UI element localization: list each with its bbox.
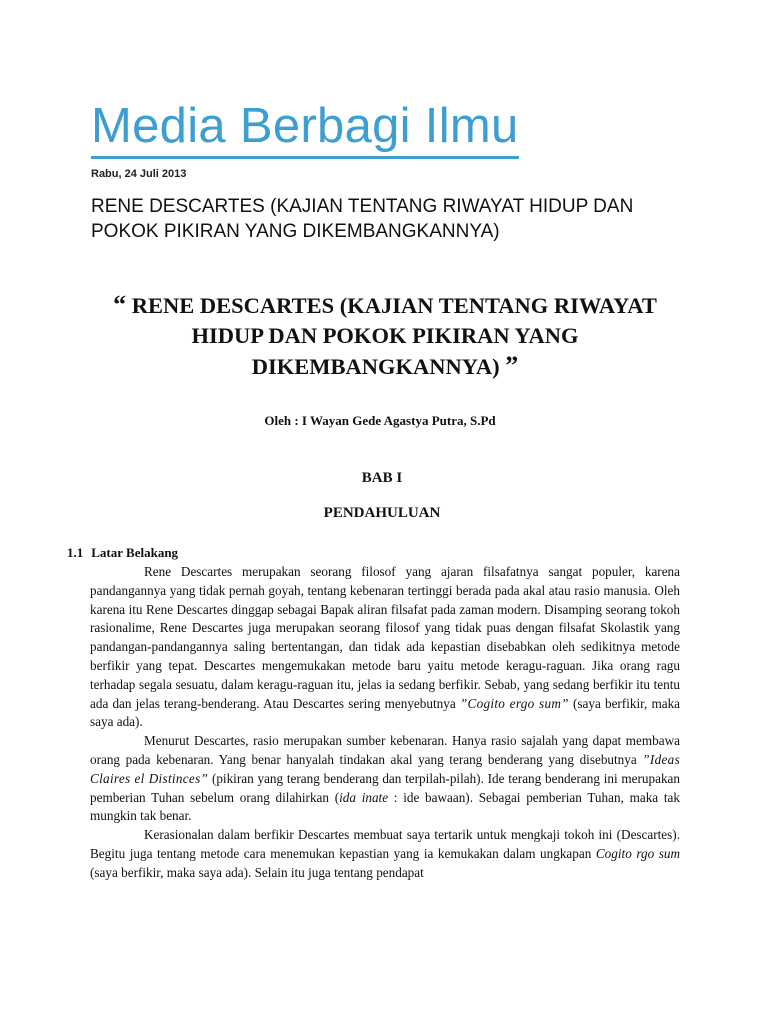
paragraph	[90, 826, 680, 882]
paragraph-text: Menurut Descartes, rasio merupakan sumber kebenaran. Hanya rasio sajalah yang dapat membawa orang pada kebenaran. Yang benar hanyalah tindakan akal yang terang benderang yang disebutnya	[90, 733, 680, 767]
paragraph	[90, 732, 680, 826]
paragraph-text: Rene Descartes merupakan seorang filosof yang ajaran filsafatnya sangat populer, karena pandangannya yang tidak pernah goyah, tentang kebenaran tertinggi berada pada akal atau rasio manusia. Oleh karena itu Rene Descartes dinggap sebagai Bapak aliran filsafat pada zaman modern. Disamping seorang tokoh rasionalime, Rene Descartes juga merupakan seorang filosof yang tidak puas dengan filsafat Skolastik yang pandangan-pandangannya saling bertentangan, dan tidak ada kepastian disebabkan oleh sedikitnya metode berfikir yang tepat. Descartes mengemukakan metode baru yaitu metode keragu-raguan. Jika orang ragu terhadap segala sesuatu, dalam keragu-raguan itu, jelas ia sedang berfikir. Sebab, yang sedang berfikir itu tentu ada dan jelas terang-benderang. Atau Descartes sering menyebutnya	[90, 564, 680, 711]
chapter-heading: BAB I	[361, 470, 403, 486]
paragraph-text: (saya berfikir, maka saya ada).	[90, 695, 681, 730]
post-title: RENE DESCARTES (KAJIAN TENTANG RIWAYAT HIDUP DAN POKOK PIKIRAN YANG DIKEMBANGKANNYA)	[91, 196, 634, 242]
chapter-title: PENDAHULUAN	[323, 505, 441, 521]
paragraph-text: : ide bawaan). Sebagai pemberian Tuhan, maka tak mungkin tak benar.	[90, 789, 680, 824]
paragraph-text: Kerasionalan dalam berfikir Descartes membuat saya tertarik untuk mengkaji tokoh ini (Descartes). Begitu juga tentang metode cara menemukan kepastian yang ia kemukakan dalam ungkapan	[90, 827, 680, 861]
paragraph	[90, 563, 680, 732]
author-line: Oleh : I Wayan Gede Agastya Putra, S.Pd	[264, 413, 496, 428]
section-title: Latar Belakang	[91, 545, 179, 560]
latin-term: ”Cogito ergo sum”	[459, 695, 569, 711]
close-quote: ”	[505, 351, 519, 380]
body-text	[90, 563, 680, 883]
document-title-text: RENE DESCARTES (KAJIAN TENTANG RIWAYAT HIDUP DAN POKOK PIKIRAN YANG DIKEMBANGKANNYA)	[131, 293, 657, 379]
paragraph-text: (pikiran yang terang benderang dan terpilah-pilah). Ide terang benderang ini merupakan pemberian Tuhan sebelum orang dilahirkan (	[90, 770, 681, 805]
section-heading	[67, 545, 178, 561]
paragraph-text: (saya berfikir, maka saya ada). Selain itu juga tentang pendapat	[90, 864, 424, 880]
latin-term: ”Ideas Claires el Distinces”	[90, 751, 680, 786]
blog-title-link[interactable]: Media Berbagi Ilmu	[91, 98, 519, 159]
latin-term: ida inate	[339, 789, 389, 805]
document-title	[80, 290, 690, 382]
section-number: 1.1	[67, 545, 84, 560]
open-quote: “	[113, 290, 127, 319]
latin-term: Cogito rgo sum	[595, 845, 680, 861]
post-date: Rabu, 24 Juli 2013	[91, 168, 187, 180]
